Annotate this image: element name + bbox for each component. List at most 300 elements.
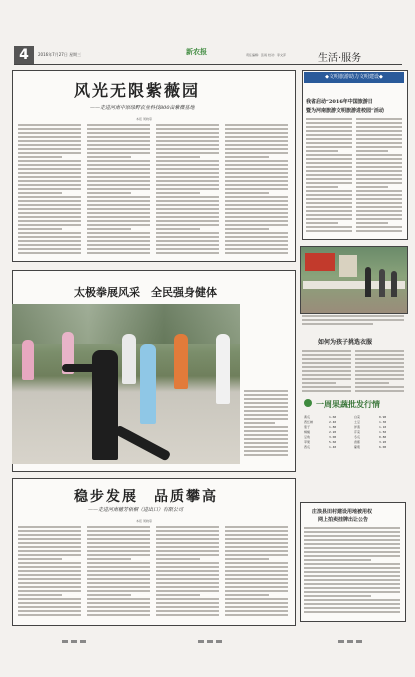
text-line (87, 128, 150, 130)
text-line (87, 606, 150, 608)
sidebar-top-body (306, 118, 402, 236)
text-line (302, 362, 351, 364)
text-line (302, 358, 351, 360)
text-line (18, 570, 81, 572)
text-line (304, 559, 371, 561)
text-line (87, 228, 131, 230)
text-line (156, 160, 219, 162)
text-line (304, 547, 400, 549)
table-cell: 6.00 (379, 445, 387, 449)
text-line (244, 414, 288, 416)
text-line (18, 566, 81, 568)
text-line (355, 354, 404, 356)
taichi-photo (12, 304, 240, 464)
text-line (244, 422, 275, 424)
text-line (225, 152, 288, 154)
text-line (225, 578, 288, 580)
table-cell: 1.60 (329, 415, 337, 419)
text-line (355, 366, 404, 368)
text-line (302, 370, 351, 372)
text-line (304, 611, 400, 613)
text-line (156, 566, 219, 568)
text-line (87, 144, 150, 146)
text-line (156, 144, 219, 146)
text-line (244, 450, 288, 452)
text-line (304, 603, 400, 605)
table-row (304, 440, 404, 444)
text-line (225, 212, 288, 214)
text-line (306, 214, 352, 216)
text-line (87, 550, 150, 552)
text-line (18, 554, 81, 556)
text-line (87, 594, 131, 596)
table-row (304, 420, 404, 424)
text-line (156, 128, 219, 130)
photo-caption (302, 315, 404, 323)
text-line (306, 166, 352, 168)
text-line (87, 598, 150, 600)
text-line (156, 196, 219, 198)
performer-black-arm (62, 364, 102, 372)
text-line (87, 578, 150, 580)
text-line (87, 136, 150, 138)
text-line (87, 204, 150, 206)
table-cell: 0.80 (379, 435, 387, 439)
text-line (156, 574, 219, 576)
text-line (87, 168, 150, 170)
text-line (18, 594, 62, 596)
text-line (18, 204, 81, 206)
text-line (225, 196, 288, 198)
table-cell: 1.10 (379, 425, 387, 429)
text-line (306, 210, 352, 212)
text-line (244, 402, 288, 404)
text-line (355, 358, 404, 360)
text-line (225, 554, 288, 556)
table-cell: 西瓜 (304, 445, 311, 449)
text-line (356, 162, 402, 164)
table-cell: 0.90 (379, 415, 387, 419)
notice-body (304, 527, 400, 617)
text-line (87, 192, 131, 194)
text-line (156, 216, 219, 218)
text-line (18, 216, 81, 218)
text-line (18, 164, 81, 166)
table-cell: 1.30 (379, 420, 387, 424)
text-line (87, 152, 150, 154)
text-line (18, 582, 81, 584)
text-line (356, 202, 402, 204)
text-line (225, 574, 288, 576)
text-line (18, 530, 81, 532)
text-line (225, 602, 288, 604)
text-line (306, 190, 352, 192)
text-line (18, 602, 81, 604)
text-line (302, 323, 373, 325)
text-line (306, 226, 352, 228)
text-line (304, 599, 400, 601)
text-line (156, 530, 219, 532)
text-line (306, 126, 352, 128)
text-line (87, 172, 150, 174)
text-line (225, 216, 288, 218)
text-line (18, 538, 81, 540)
poster-shape (339, 255, 357, 277)
text-line (18, 236, 81, 238)
table-cell: 葡萄 (354, 445, 361, 449)
text-line (304, 607, 400, 609)
text-line (156, 582, 219, 584)
text-line (87, 546, 150, 548)
text-line (355, 386, 404, 388)
text-line (87, 184, 150, 186)
market-table (304, 415, 404, 450)
text-line (306, 174, 352, 176)
text-line (356, 218, 402, 220)
text-line (356, 186, 388, 188)
text-line (304, 567, 400, 569)
text-line (87, 196, 150, 198)
text-line (18, 526, 81, 528)
text-line (225, 566, 288, 568)
text-line (225, 598, 288, 600)
text-line (18, 200, 81, 202)
text-line (156, 212, 219, 214)
text-line (306, 138, 352, 140)
text-line (18, 578, 81, 580)
text-line (355, 362, 404, 364)
text-line (156, 140, 219, 142)
text-line (225, 124, 288, 126)
performer-blue (140, 344, 156, 424)
text-line (225, 188, 288, 190)
text-line (306, 130, 352, 132)
text-line (18, 160, 81, 162)
text-line (244, 398, 288, 400)
text-line (244, 438, 288, 440)
text-line (306, 218, 352, 220)
text-line (87, 542, 150, 544)
text-line (225, 530, 288, 532)
text-line (244, 430, 288, 432)
text-line (244, 394, 288, 396)
text-line (156, 192, 200, 194)
text-line (306, 170, 352, 172)
text-line (156, 132, 219, 134)
table-cell: 1.40 (329, 445, 337, 449)
text-line (87, 224, 150, 226)
text-line (87, 562, 150, 564)
text-line (87, 200, 150, 202)
performer-orange (174, 334, 188, 389)
text-line (356, 166, 402, 168)
article1-title: 风光无限紫薇园 (74, 81, 201, 100)
text-line (18, 562, 81, 564)
text-line (87, 220, 150, 222)
text-line (356, 150, 388, 152)
text-line (18, 610, 81, 612)
text-line (225, 184, 288, 186)
text-line (156, 184, 219, 186)
text-line (356, 174, 402, 176)
text-line (87, 566, 150, 568)
text-line (302, 315, 404, 317)
text-line (156, 606, 219, 608)
table-row (304, 415, 404, 419)
text-line (156, 562, 219, 564)
text-line (304, 527, 400, 529)
text-line (18, 240, 81, 242)
table-cell: 西红柿 (304, 420, 314, 424)
text-line (244, 434, 288, 436)
text-line (87, 248, 150, 250)
text-line (225, 610, 288, 612)
text-line (306, 158, 352, 160)
text-line (304, 591, 400, 593)
text-line (356, 122, 402, 124)
sidebar-mid-body (302, 350, 404, 394)
editor-line: 责任编辑：张雨 校对：李文萍 (246, 53, 286, 57)
text-line (306, 154, 352, 156)
text-line (225, 248, 288, 250)
text-line (302, 382, 336, 384)
text-line (225, 204, 288, 206)
article3-title: 稳步发展 品质攀高 (74, 489, 218, 505)
text-line (244, 406, 288, 408)
text-line (225, 176, 288, 178)
text-line (306, 230, 352, 232)
text-line (306, 194, 352, 196)
article3-body (18, 526, 288, 620)
header-rule (14, 64, 402, 65)
text-line (18, 140, 81, 142)
table-cell: 豆角 (304, 435, 311, 439)
table-cell: 2.40 (329, 420, 337, 424)
text-line (225, 224, 288, 226)
text-line (156, 244, 219, 246)
text-line (18, 558, 62, 560)
text-line (244, 446, 288, 448)
table-row (304, 445, 404, 449)
text-line (87, 530, 150, 532)
table-cell: 辣椒 (304, 430, 311, 434)
text-line (87, 602, 150, 604)
text-line (87, 252, 150, 254)
text-line (356, 170, 402, 172)
table-cell: 2.20 (329, 430, 337, 434)
text-line (156, 240, 219, 242)
text-line (225, 614, 288, 616)
text-line (87, 586, 150, 588)
table-cell: 3.20 (379, 440, 387, 444)
footer-ornament-right (338, 628, 365, 632)
sidebar-headline-2: 暨为河南旅游文明旅游进校园”活动 (306, 108, 384, 114)
performer-pink (22, 340, 34, 380)
text-line (225, 236, 288, 238)
section-title: 生活·服务 (318, 53, 362, 64)
text-line (18, 196, 81, 198)
table-shape (303, 281, 405, 289)
text-line (156, 614, 219, 616)
text-line (306, 162, 352, 164)
sidebar-headline-1: 我省启动“2016年中国旅游日 (306, 99, 373, 105)
text-line (156, 220, 219, 222)
text-line (302, 350, 351, 352)
text-line (225, 586, 288, 588)
page-number-box (14, 46, 34, 64)
text-line (18, 220, 81, 222)
text-line (156, 594, 200, 596)
text-line (225, 546, 288, 548)
text-line (304, 579, 400, 581)
text-line (244, 410, 288, 412)
text-line (18, 148, 81, 150)
article2-title: 太极拳展风采 全民强身健体 (74, 286, 217, 299)
text-line (304, 555, 400, 557)
text-line (18, 232, 81, 234)
text-line (225, 252, 288, 254)
red-banner-shape (305, 253, 335, 271)
text-line (356, 118, 402, 120)
performer-white (122, 334, 136, 384)
text-line (156, 550, 219, 552)
text-line (356, 190, 402, 192)
event-photo (300, 246, 408, 314)
text-line (87, 208, 150, 210)
performer-white (216, 334, 230, 404)
text-line (18, 550, 81, 552)
text-line (225, 148, 288, 150)
text-line (225, 156, 269, 158)
text-line (356, 158, 402, 160)
text-line (156, 570, 219, 572)
text-line (356, 226, 402, 228)
text-line (87, 570, 150, 572)
text-line (156, 598, 219, 600)
text-line (302, 319, 373, 321)
person-shape (379, 269, 385, 297)
text-line (156, 602, 219, 604)
text-line (156, 208, 219, 210)
text-line (18, 534, 81, 536)
text-line (156, 164, 219, 166)
text-line (87, 574, 150, 576)
text-line (304, 551, 400, 553)
text-line (18, 574, 81, 576)
market-title: 一周果蔬批发行情 (316, 399, 380, 409)
text-line (225, 570, 288, 572)
text-line (225, 208, 288, 210)
text-line (87, 526, 150, 528)
article1-subtitle: ——走进河南中原绿野农业科技800亩紫薇基地 (90, 105, 195, 111)
table-cell: 3.00 (329, 435, 337, 439)
text-line (156, 546, 219, 548)
text-line (87, 236, 150, 238)
text-line (87, 590, 150, 592)
text-line (18, 212, 81, 214)
text-line (225, 164, 288, 166)
table-row (304, 435, 404, 439)
table-cell: 土豆 (354, 420, 361, 424)
text-line (18, 586, 81, 588)
text-line (225, 542, 288, 544)
text-line (18, 124, 81, 126)
text-line (87, 534, 150, 536)
text-line (356, 126, 402, 128)
table-row (304, 425, 404, 429)
text-line (304, 583, 400, 585)
text-line (306, 182, 352, 184)
text-line (18, 542, 81, 544)
text-line (356, 222, 388, 224)
sidebar-banner-text: ◆文明旅游助力文明建设◆ (325, 74, 383, 80)
footer-ornament-left (62, 628, 89, 632)
text-line (302, 354, 351, 356)
text-line (156, 236, 219, 238)
text-line (225, 550, 288, 552)
taichi-caption (244, 390, 288, 460)
text-line (225, 160, 288, 162)
text-line (18, 614, 81, 616)
text-line (156, 152, 219, 154)
table-cell: 黄瓜 (304, 415, 311, 419)
text-line (356, 198, 402, 200)
text-line (304, 539, 400, 541)
text-line (87, 582, 150, 584)
text-line (225, 180, 288, 182)
text-line (306, 134, 352, 136)
notice-title-1: 庄浪县田村建设用地被用权 (312, 509, 373, 515)
text-line (306, 178, 352, 180)
text-line (156, 586, 219, 588)
text-line (356, 194, 402, 196)
text-line (87, 240, 150, 242)
text-line (225, 220, 288, 222)
table-cell: 香蕉 (354, 440, 361, 444)
text-line (306, 198, 352, 200)
performer-black-leg (114, 425, 172, 462)
text-line (87, 132, 150, 134)
text-line (18, 188, 81, 190)
text-line (87, 188, 150, 190)
text-line (304, 531, 400, 533)
text-line (355, 350, 404, 352)
text-line (156, 534, 219, 536)
text-line (225, 594, 269, 596)
text-line (156, 526, 219, 528)
text-line (87, 538, 150, 540)
text-line (156, 542, 219, 544)
text-line (87, 176, 150, 178)
article1-byline: 本报 周晓曼 (136, 117, 152, 121)
text-line (18, 252, 81, 254)
text-line (304, 563, 400, 565)
text-line (306, 206, 352, 208)
text-line (156, 124, 219, 126)
text-line (356, 142, 402, 144)
text-line (306, 186, 338, 188)
text-line (304, 535, 400, 537)
text-line (225, 140, 288, 142)
text-line (156, 172, 219, 174)
text-line (156, 590, 219, 592)
text-line (18, 224, 81, 226)
text-line (306, 146, 352, 148)
text-line (18, 546, 81, 548)
sidebar-banner (304, 72, 404, 83)
text-line (156, 224, 219, 226)
text-line (156, 200, 219, 202)
